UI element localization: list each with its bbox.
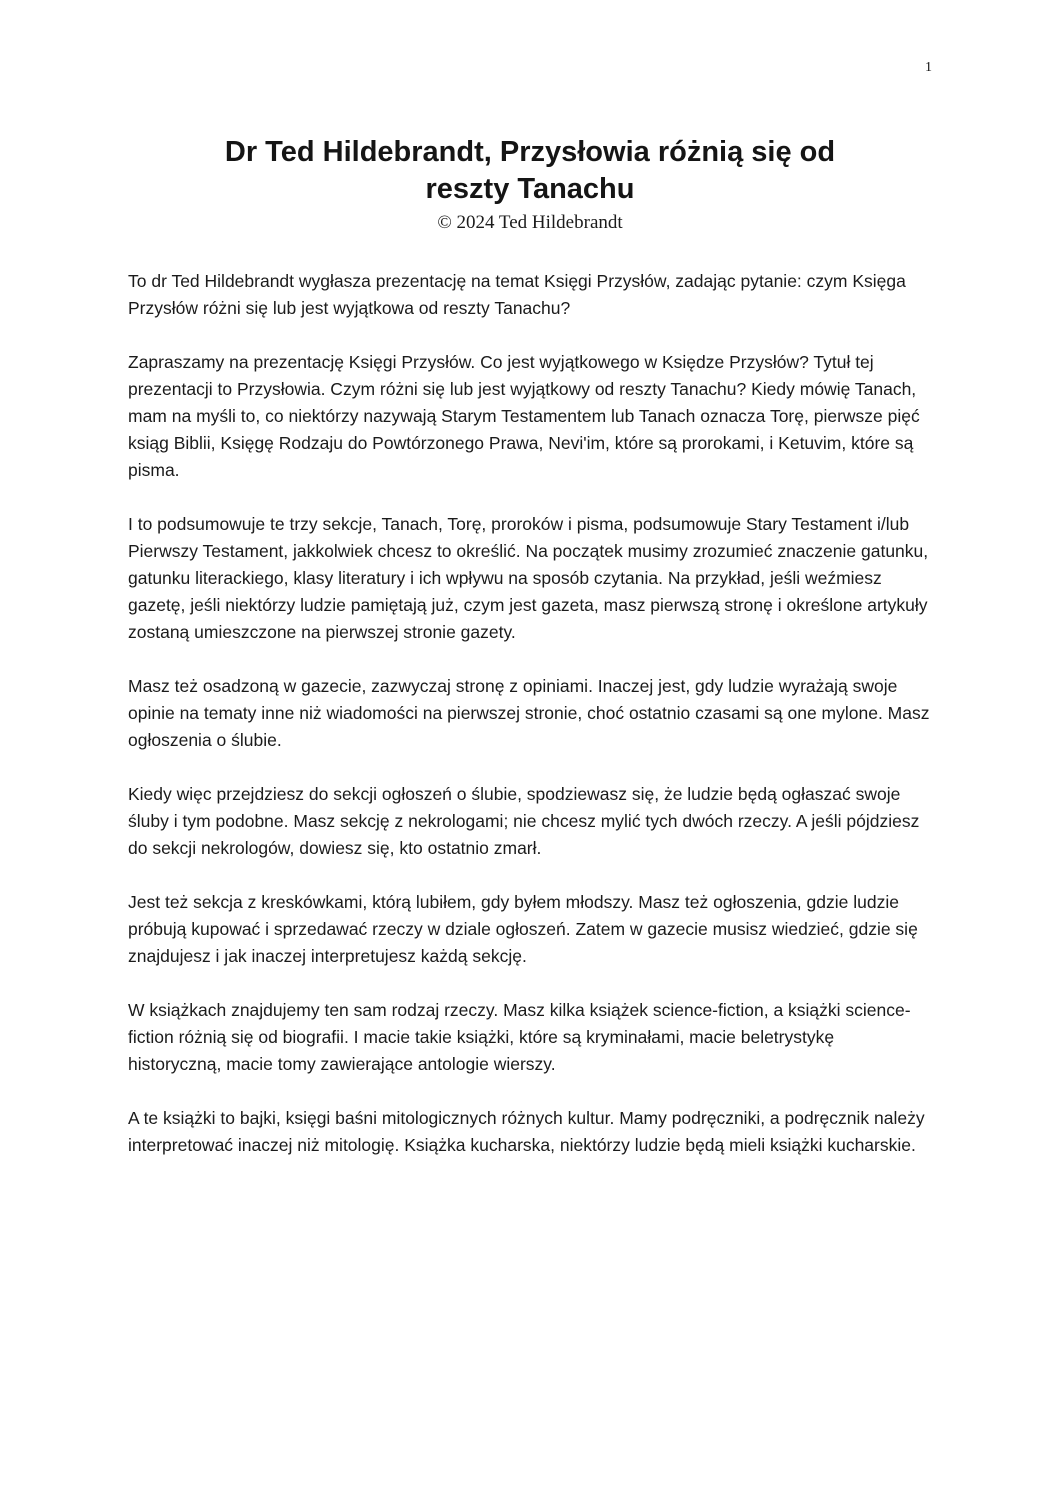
paragraph: A te książki to bajki, księgi baśni mitologicznych różnych kultur. Mamy podręczniki, a podręcznik należy interpretować inaczej niż mitologię. Książka kucharska, niektórzy ludzie będą mieli książki kucharskie.: [128, 1108, 925, 1156]
paragraph: Zapraszamy na prezentację Księgi Przysłów. Co jest wyjątkowego w Księdze Przysłów? Tytuł tej prezentacji to Przysłowia. Czym różni się lub jest wyjątkowy od reszty Tanachu? Kiedy mówię Tanach, mam na myśli to, co niektórzy nazywają Starym Testamentem lub Tanach oznacza Torę, pierwsze pięć ksiąg Biblii, Księgę Rodzaju do Powtórzonego Prawa, Nevi'im, które są prorokami, i Ketuvim, które są pisma.: [128, 352, 920, 481]
paragraph: I to podsumowuje te trzy sekcje, Tanach, Torę, proroków i pisma, podsumowuje Stary Testament i/lub Pierwszy Testament, jakkolwiek chcesz to określić. Na początek musimy zrozumieć znaczenie gatunku, gatunku literackiego, klasy literatury i ich wpływu na sposób czytania. Na przykład, jeśli weźmiesz gazetę, jeśli niektórzy ludzie pamiętają już, czym jest gazeta, masz pierwszą stronę i określone artykuły zostaną umieszczone na pierwszej stronie gazety.: [128, 514, 929, 643]
document-title-line-2: reszty Tanachu: [425, 173, 635, 206]
document-title-line-1: Dr Ted Hildebrandt, Przysłowia różnią się od: [224, 136, 836, 168]
document-body: [128, 268, 932, 1159]
paragraph: To dr Ted Hildebrandt wygłasza prezentację na temat Księgi Przysłów, zadając pytanie: czym Księga Przysłów różni się lub jest wyjątkowa od reszty Tanachu?: [128, 271, 906, 319]
document-title: [128, 134, 932, 208]
paragraph: Kiedy więc przejdziesz do sekcji ogłoszeń o ślubie, spodziewasz się, że ludzie będą ogłaszać swoje śluby i tym podobne. Masz sekcję z nekrologami; nie chcesz mylić tych dwóch rzeczy. A jeśli pójdziesz do sekcji nekrologów, dowiesz się, kto ostatnio zmarł.: [128, 784, 920, 859]
paragraph: W książkach znajdujemy ten sam rodzaj rzeczy. Masz kilka książek science-fiction, a książki science-fiction różnią się od biografii. I macie takie książki, które są kryminałami, macie beletrystykę historyczną, macie tomy zawierające antologie wierszy.: [128, 1000, 911, 1075]
page-number: 1: [925, 60, 932, 75]
copyright-line: © 2024 Ted Hildebrandt: [437, 212, 623, 234]
paragraph: Masz też osadzoną w gazecie, zazwyczaj stronę z opiniami. Inaczej jest, gdy ludzie wyrażają swoje opinie na tematy inne niż wiadomości na pierwszej stronie, choć ostatnio czasami są one mylone. Masz ogłoszenia o ślubie.: [128, 676, 930, 751]
paragraph: Jest też sekcja z kreskówkami, którą lubiłem, gdy byłem młodszy. Masz też ogłoszenia, gdzie ludzie próbują kupować i sprzedawać rzeczy w dziale ogłoszeń. Zatem w gazecie musisz wiedzieć, gdzie się znajdujesz i jak inaczej interpretujesz każdą sekcję.: [128, 892, 918, 967]
